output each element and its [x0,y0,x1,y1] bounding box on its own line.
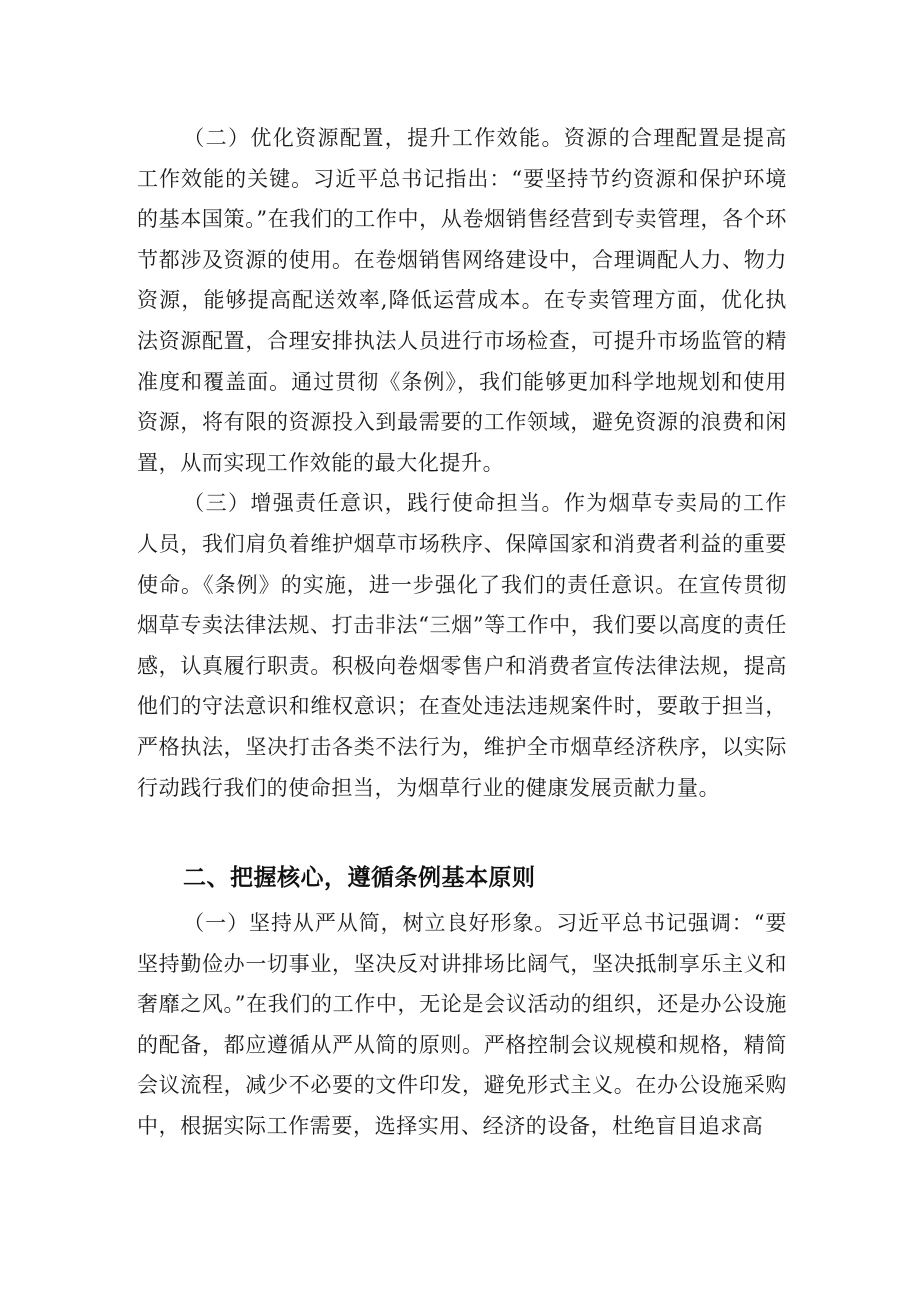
section-two-body [137,903,787,1147]
section-heading: 二、把握核心，遵循条例基本原则 [183,865,536,891]
section-one-body [137,118,787,808]
paragraph-responsibility: （三）增强责任意识，践行使命担当。作为烟草专卖局的工作人员，我们肩负着维护烟草市场秩序、保障国家和消费者利益的重要使命。《条例》的实施，进一步强化了我们的责任意识。在宣传贯彻烟草专卖法律法规、打击非法“三烟”等工作中，我们要以高度的责任感，认真履行职责。积极向卷烟零售户和消费者宣传法律法规，提高他们的守法意识和维权意识；在查处违法违规案件时，要敢于担当，严格执法，坚决打击各类不法行为，维护全市烟草经济秩序，以实际行动践行我们的使命担当，为烟草行业的健康发展贡献力量。 [137,491,787,800]
paragraph-optimize-resources: （二）优化资源配置，提升工作效能。资源的合理配置是提高工作效能的关键。习近平总书记指出：“要坚持节约资源和保护环境的基本国策。”在我们的工作中，从卷烟销售经营到专卖管理，各个环节都涉及资源的使用。在卷烟销售网络建设中，合理调配人力、物力资源，能够提高配送效率,降低运营成本。在专卖管理方面，优化执法资源配置，合理安排执法人员进行市场检查，可提升市场监管的精准度和覆盖面。通过贯彻《条例》，我们能够更加科学地规划和使用资源，将有限的资源投入到最需要的工作领域，避免资源的浪费和闲置，从而实现工作效能的最大化提升。 [137,126,787,475]
paragraph-strict-simple: （一）坚持从严从简，树立良好形象。习近平总书记强调：“要坚持勤俭办一切事业，坚决反对讲排场比阔气，坚决抵制享乐主义和奢靡之风。”在我们的工作中，无论是会议活动的组织，还是办公设施的配备，都应遵循从严从简的原则。严格控制会议规模和规格，精简会议流程，减少不必要的文件印发，避免形式主义。在办公设施采购中，根据实际工作需要，选择实用、经济的设备，杜绝盲目追求高 [137,911,787,1138]
